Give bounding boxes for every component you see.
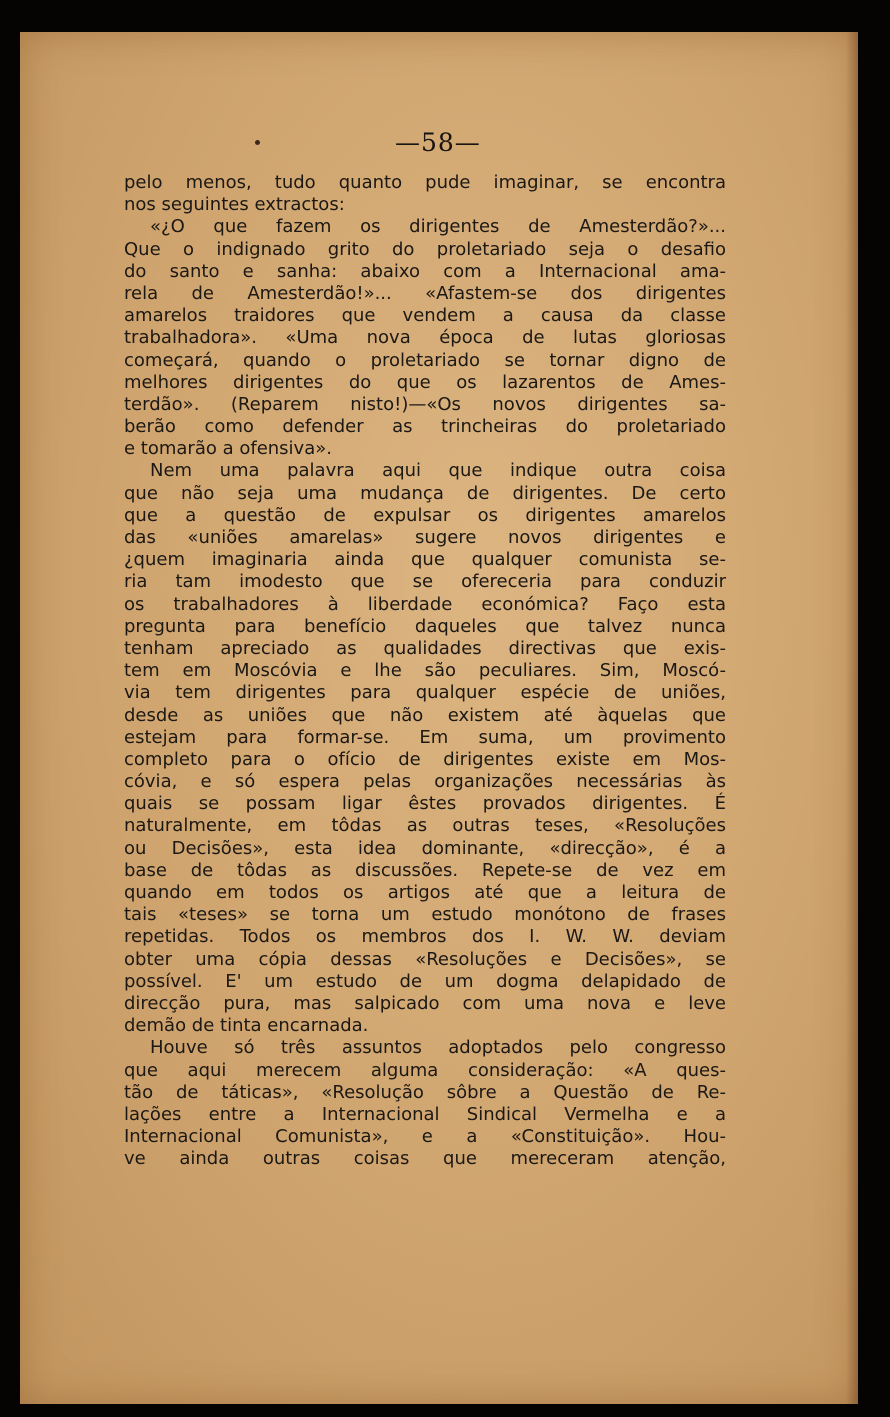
text-line: começará, quando o proletariado se tornar digno de bbox=[124, 349, 726, 371]
text-line: «¿O que fazem os dirigentes de Amesterdão?»... bbox=[150, 216, 726, 238]
text-line: melhores dirigentes do que os lazarentos de Ames- bbox=[124, 371, 726, 393]
text-line: tenham apreciado as qualidades directivas que exis- bbox=[124, 637, 726, 659]
text-line: quando em todos os artigos até que a leitura de bbox=[124, 882, 726, 903]
text-line: obter uma cópia dessas «Resoluções e Decisões», se bbox=[124, 948, 726, 970]
text-line: do santo e sanha: abaixo com a Internacional ama- bbox=[124, 260, 726, 282]
text-line: naturalmente, em tôdas as outras teses, «Resoluções bbox=[124, 815, 726, 837]
text-line: repetidas. Todos os membros dos I. W. W. deviam bbox=[124, 926, 726, 948]
text-line: terdão». (Reparem nisto!)—«Os novos dirigentes sa- bbox=[124, 393, 726, 415]
text-line: que aqui merecem alguma consideração: «A ques- bbox=[124, 1059, 726, 1081]
text-line: rela de Amesterdão!»... «Afastem-se dos dirigentes bbox=[124, 282, 726, 304]
text-line: via tem dirigentes para qualquer espécie de uniões, bbox=[124, 682, 726, 704]
text-line: direcção pura, mas salpicado com uma nova e leve bbox=[124, 992, 726, 1014]
text-line: Que o indignado grito do proletariado seja o desafio bbox=[124, 238, 726, 260]
page-number bbox=[395, 128, 481, 157]
text-line: lações entre a Internacional Sindical Vermelha e a bbox=[124, 1103, 726, 1125]
text-line: amarelos traidores que vendem a causa da classe bbox=[124, 305, 726, 327]
text-line: Nem uma palavra aqui que indique outra coisa bbox=[150, 460, 726, 482]
ink-dot bbox=[255, 140, 260, 145]
page-edge-shadow bbox=[846, 32, 858, 1404]
text-line: demão de tinta encarnada. bbox=[124, 1015, 369, 1037]
text-line: Houve só três assuntos adoptados pelo congresso bbox=[150, 1037, 726, 1059]
text-line: e tomarão a ofensiva». bbox=[124, 438, 332, 460]
text-line: pregunta para benefício daqueles que talvez nunca bbox=[124, 615, 726, 637]
text-line: completo para o ofício de dirigentes existe em Mos- bbox=[124, 748, 726, 770]
text-line: trabalhadora». «Uma nova época de lutas gloriosas bbox=[124, 327, 726, 349]
text-line: ve ainda outras coisas que mereceram atenção, bbox=[124, 1148, 726, 1170]
text-line: que a questão de expulsar os dirigentes amarelos bbox=[124, 504, 726, 526]
text-line: tão de táticas», «Resolução sôbre a Questão de Re- bbox=[124, 1081, 726, 1103]
text-line: quais se possam ligar êstes provados dirigentes. É bbox=[124, 793, 726, 815]
text-line: que não seja uma mudança de dirigentes. De certo bbox=[124, 482, 726, 504]
text-line: tais «teses» se torna um estudo monótono de frases bbox=[124, 904, 726, 926]
text-line: berão como defender as trincheiras do proletariado bbox=[124, 416, 726, 438]
text-line: cóvia, e só espera pelas organizações necessárias às bbox=[124, 771, 726, 793]
text-line: possível. E' um estudo de um dogma delapidado de bbox=[124, 970, 726, 992]
body-text bbox=[124, 172, 726, 1170]
text-line: os trabalhadores à liberdade económica? Faço esta bbox=[124, 593, 726, 615]
text-line: ria tam imodesto que se ofereceria para conduzir bbox=[124, 571, 726, 593]
text-line: estejam para formar-se. Em suma, um provimento bbox=[124, 726, 726, 748]
text-line: tem em Moscóvia e lhe são peculiares. Sim, Moscó- bbox=[124, 660, 726, 682]
text-line: pelo menos, tudo quanto pude imaginar, se encontra bbox=[124, 172, 726, 193]
text-line: Internacional Comunista», e a «Constituição». Hou- bbox=[124, 1126, 726, 1148]
text-line: base de tôdas as discussões. Repete-se de vez em bbox=[124, 859, 726, 881]
text-line: das «uniões amarelas» sugere novos dirigentes e bbox=[124, 527, 726, 548]
page-number-text: —58— bbox=[395, 128, 481, 157]
text-line: ou Decisões», esta idea dominante, «direcção», é a bbox=[124, 837, 726, 859]
text-line: ¿quem imaginaria ainda que qualquer comunista se- bbox=[124, 549, 726, 571]
text-line: nos seguintes extractos: bbox=[124, 194, 345, 216]
text-line: desde as uniões que não existem até àquelas que bbox=[124, 704, 726, 726]
